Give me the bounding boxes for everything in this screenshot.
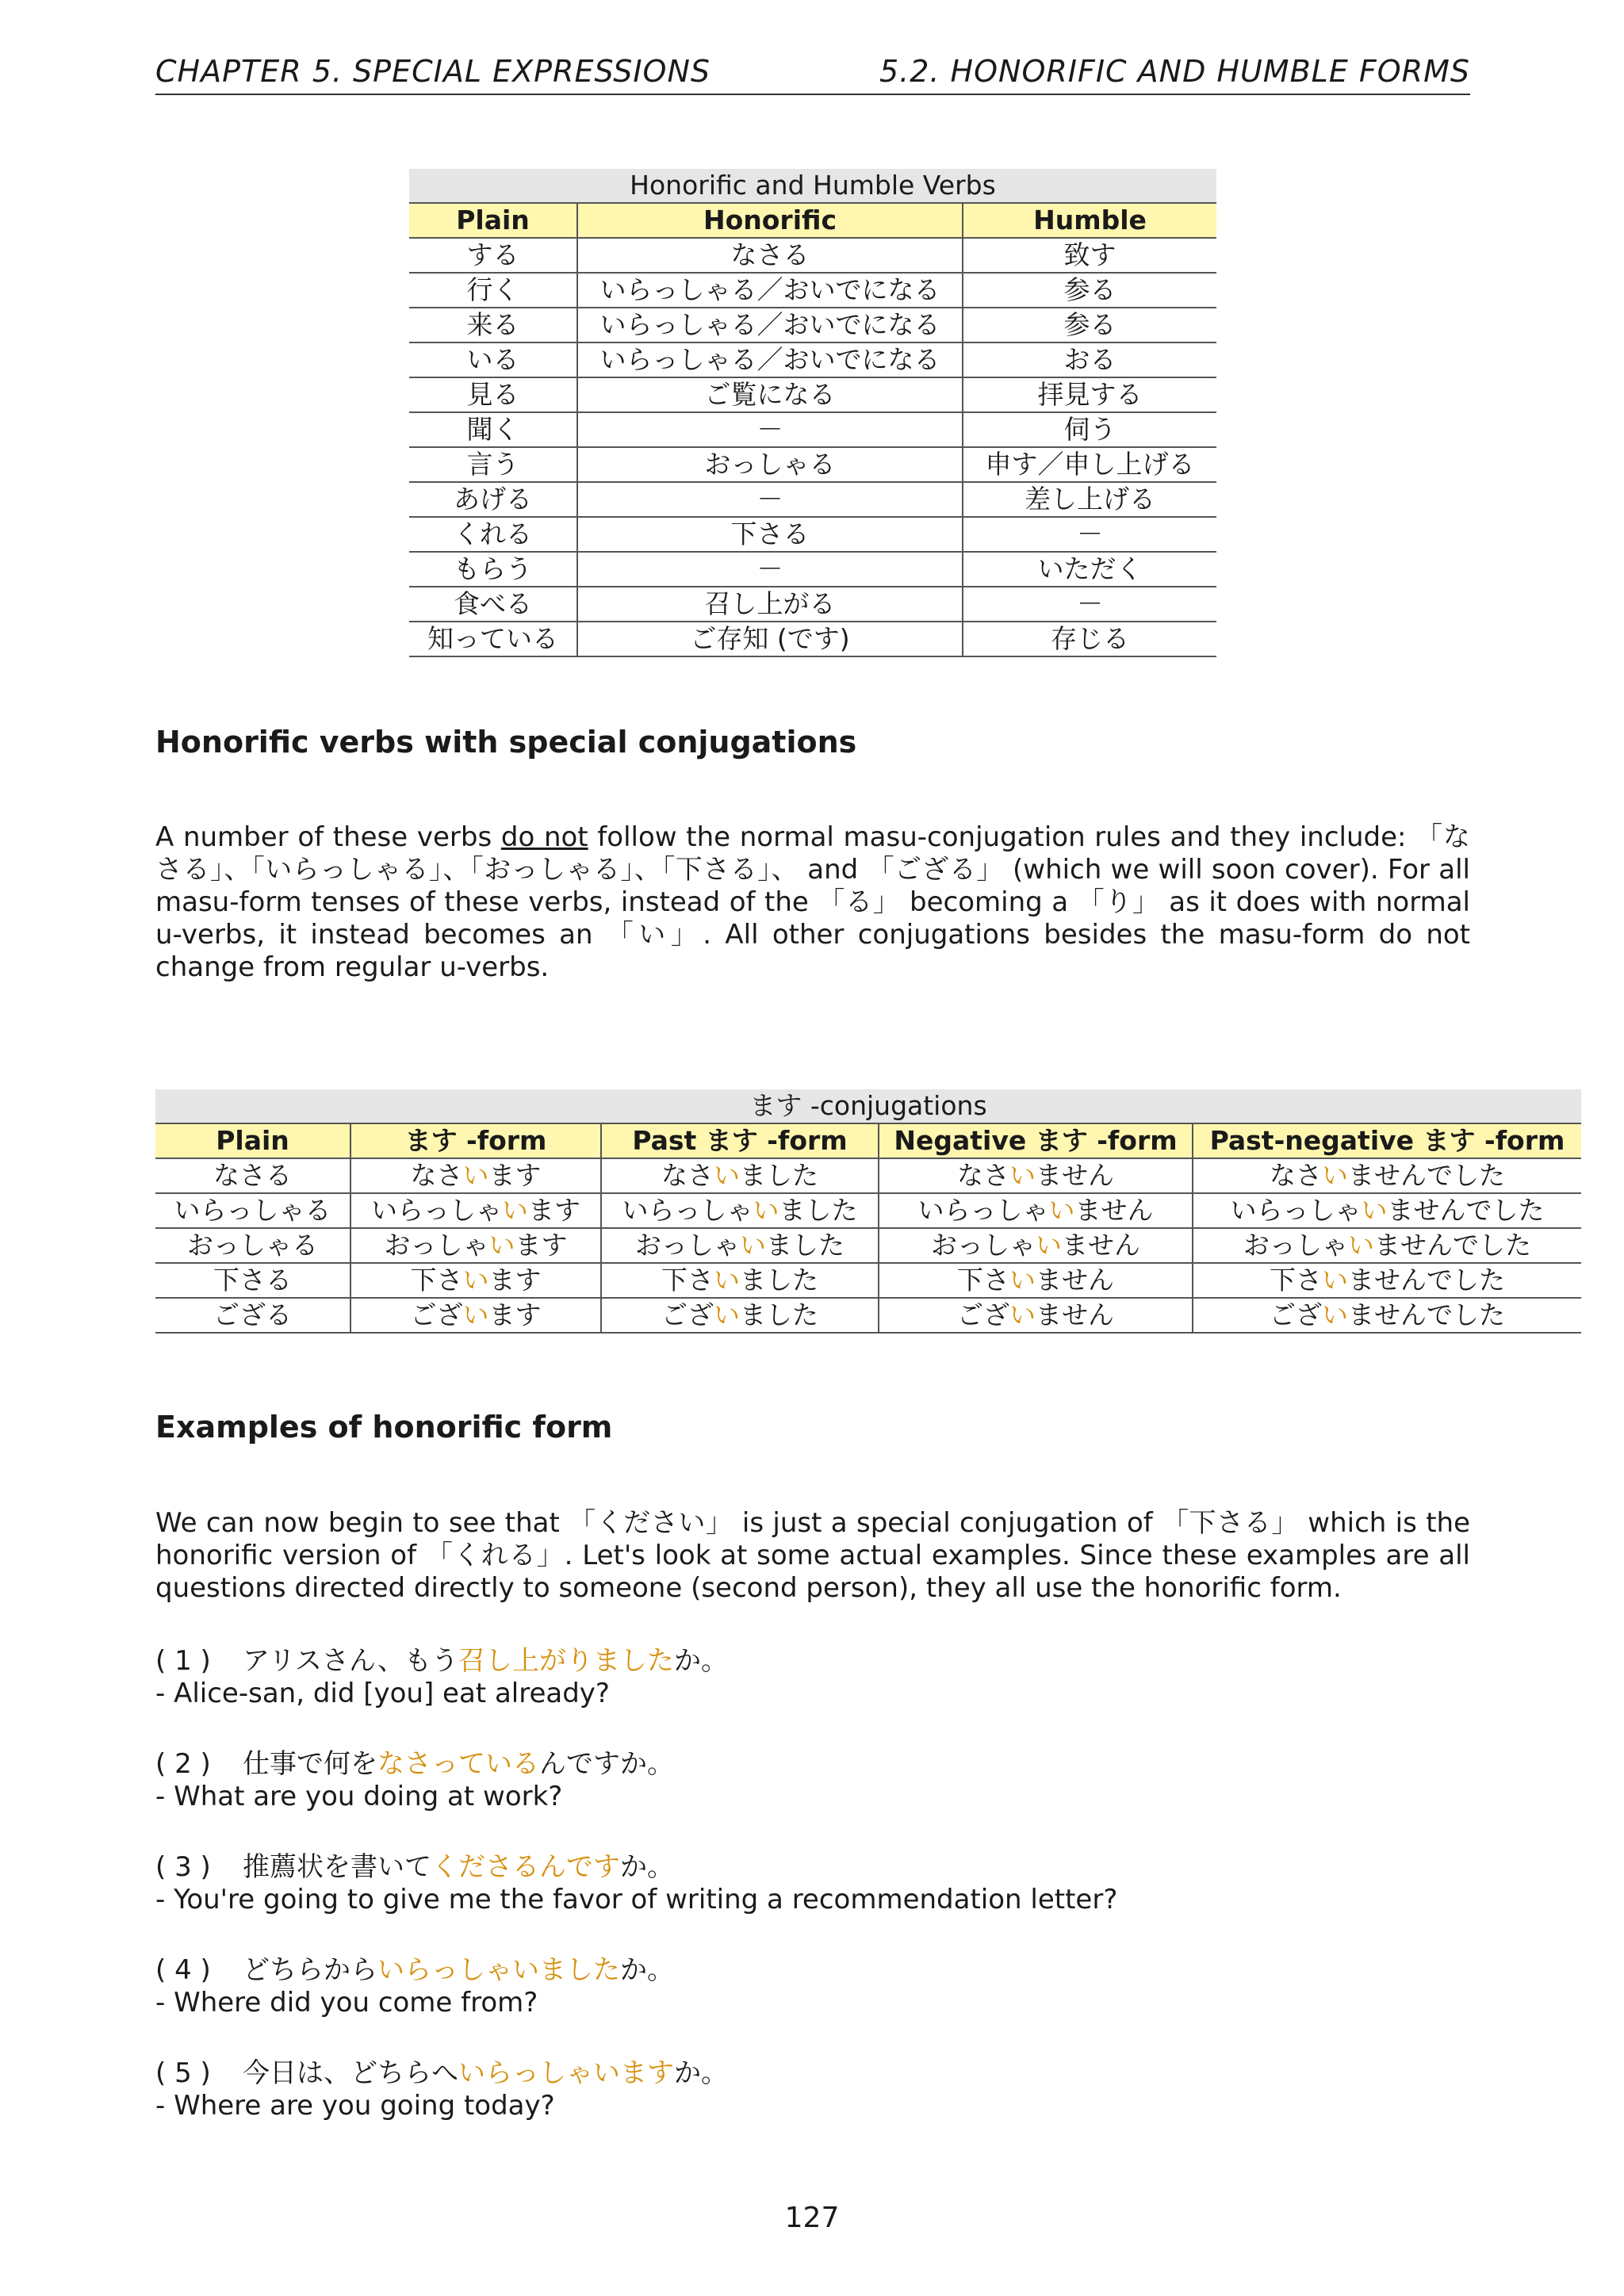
table-caption: Honorific and Humble Verbs (409, 169, 1216, 203)
example-translation: - Where did you come from? (155, 1987, 538, 2019)
cell-highlight: い (1036, 1230, 1062, 1261)
example-translation: - What are you doing at work? (155, 1781, 563, 1812)
table-caption-row (155, 1089, 1581, 1123)
example-number: ( 5 ) (155, 2057, 211, 2089)
heading-special-conjugations: Honorific verbs with special conjugations (155, 725, 857, 760)
cell-highlight: い (1322, 1160, 1348, 1191)
paragraph-special-conjugations (155, 821, 1470, 984)
cell-stem: おっしゃ (931, 1230, 1036, 1261)
example-jp-pre: アリスさん、もう (243, 1645, 458, 1677)
table-row (409, 587, 1216, 622)
cell-stem: なさる (213, 1160, 292, 1191)
table-header-row (409, 203, 1216, 238)
cell-stem: 下さ (661, 1265, 714, 1295)
table-cell (879, 1263, 1193, 1298)
cell-ending: ませんでした (1348, 1265, 1505, 1295)
table-cell: 拝見する (963, 377, 1216, 412)
cell-ending: ます (528, 1195, 580, 1226)
cell-ending: ます (488, 1265, 542, 1295)
column-header: Negative ます -form (879, 1123, 1193, 1158)
cell-stem: ござる (213, 1299, 292, 1330)
table-cell: ご存知 (です) (577, 622, 963, 656)
example-jp-pre: 推薦状を書いて (243, 1851, 431, 1883)
cell-stem: 下さ (1270, 1265, 1322, 1295)
cell-highlight: い (488, 1230, 515, 1261)
cell-highlight: い (1322, 1299, 1348, 1330)
cell-stem: おっしゃ (1243, 1230, 1348, 1261)
table-cell: － (577, 412, 963, 447)
table-row (155, 1193, 1581, 1228)
page-number: 127 (784, 2202, 840, 2234)
cell-highlight: い (1048, 1195, 1075, 1226)
example-jp-pre: 仕事で何を (243, 1748, 377, 1780)
cell-ending: ませんでした (1374, 1230, 1531, 1261)
table-cell: － (963, 587, 1216, 622)
header-chapter: CHAPTER 5. SPECIAL EXPRESSIONS (155, 54, 711, 89)
table-cell: 行く (409, 273, 577, 308)
table-row (409, 342, 1216, 377)
table-cell (155, 1263, 350, 1298)
table-row (409, 447, 1216, 482)
cell-highlight: い (740, 1230, 766, 1261)
table-row (155, 1158, 1581, 1193)
table-cell (601, 1228, 879, 1263)
table-cell: 来る (409, 308, 577, 342)
table-row (155, 1228, 1581, 1263)
cell-ending: ました (779, 1195, 858, 1226)
cell-stem: なさ (661, 1160, 714, 1191)
running-header (155, 52, 1470, 95)
cell-stem: 下さ (410, 1265, 463, 1295)
example-jp-post: んですか。 (539, 1748, 674, 1780)
table-row (409, 552, 1216, 587)
table-row (155, 1298, 1581, 1333)
table-cell (601, 1158, 879, 1193)
table-cell: いらっしゃる／おいでになる (577, 342, 963, 377)
cell-stem: なさ (410, 1160, 463, 1191)
column-header: Plain (409, 203, 577, 238)
table-cell: 致す (963, 238, 1216, 273)
cell-highlight: い (1361, 1195, 1388, 1226)
table-caption: ます -conjugations (155, 1089, 1581, 1123)
table-cell: もらう (409, 552, 577, 587)
table-cell: 参る (963, 308, 1216, 342)
table-cell: いる (409, 342, 577, 377)
table-cell: － (577, 482, 963, 517)
example-jp-highlight: なさっている (377, 1748, 539, 1780)
table-header-row (155, 1123, 1581, 1158)
example-item (155, 2057, 728, 2122)
table-row (409, 377, 1216, 412)
cell-stem: 下さる (213, 1265, 292, 1295)
table-cell: 知っている (409, 622, 577, 656)
table-cell: おる (963, 342, 1216, 377)
example-jp-highlight: いらっしゃいます (458, 2057, 674, 2089)
table-cell: くれる (409, 517, 577, 552)
column-header: Plain (155, 1123, 350, 1158)
table-cell: 伺う (963, 412, 1216, 447)
example-number: ( 3 ) (155, 1851, 211, 1883)
cell-highlight: い (714, 1265, 740, 1295)
cell-ending: ませんでした (1387, 1195, 1545, 1226)
table-cell: ご覧になる (577, 377, 963, 412)
column-header: Honorific (577, 203, 963, 238)
example-item (155, 1748, 674, 1813)
cell-highlight: い (462, 1160, 489, 1191)
table-cell (601, 1193, 879, 1228)
honorific-humble-table (409, 169, 1216, 657)
column-header: ます -form (350, 1123, 601, 1158)
table-caption-row (409, 169, 1216, 203)
cell-stem: いらっしゃ (622, 1195, 753, 1226)
table-cell (155, 1228, 350, 1263)
cell-stem: いらっしゃる (174, 1195, 331, 1226)
table-cell: 食べる (409, 587, 577, 622)
example-jp-post: か。 (620, 1954, 674, 1986)
table-cell (350, 1263, 601, 1298)
cell-ending: ました (740, 1299, 818, 1330)
table-cell: おっしゃる (577, 447, 963, 482)
table-cell: あげる (409, 482, 577, 517)
cell-stem: いらっしゃ (1230, 1195, 1362, 1226)
table-cell: いただく (963, 552, 1216, 587)
table-cell (879, 1158, 1193, 1193)
paragraph-part: follow the normal masu-conjugation rules and they include: 「なさる」、「いらっしゃる」、「おっしゃる」、「下さる」、 and 「ござる」 (which we will soon cover). For all masu-form tenses of these verbs, instead of the 「る」 becoming a 「り」 as it does with normal u-verbs, it instead becomes an 「い」. All other conjugations besides the masu-form do not change from regular u-verbs. (155, 821, 1471, 983)
table-cell: 差し上げる (963, 482, 1216, 517)
table-cell: 存じる (963, 622, 1216, 656)
example-number: ( 2 ) (155, 1748, 211, 1780)
heading-examples: Examples of honorific form (155, 1410, 613, 1445)
table-cell (350, 1298, 601, 1333)
example-item (155, 1645, 728, 1710)
cell-ending: ます (488, 1160, 542, 1191)
table-cell (601, 1298, 879, 1333)
example-translation: - You're going to give me the favor of writing a recommendation letter? (155, 1884, 1118, 1915)
table-cell: 聞く (409, 412, 577, 447)
header-section: 5.2. HONORIFIC AND HUMBLE FORMS (879, 54, 1470, 89)
table-row (409, 412, 1216, 447)
example-jp-highlight: くださるんです (431, 1851, 620, 1883)
cell-ending: ませんでした (1348, 1299, 1505, 1330)
cell-highlight: い (753, 1195, 779, 1226)
cell-highlight: い (462, 1265, 489, 1295)
table-row (409, 273, 1216, 308)
cell-highlight: い (1009, 1160, 1036, 1191)
table-cell: － (963, 517, 1216, 552)
table-cell (601, 1263, 879, 1298)
table-cell (879, 1228, 1193, 1263)
table-cell (350, 1228, 601, 1263)
table-cell (155, 1193, 350, 1228)
table-row (155, 1263, 1581, 1298)
example-japanese (155, 1851, 1117, 1884)
cell-stem: ござ (661, 1299, 714, 1330)
cell-ending: ません (1062, 1230, 1140, 1261)
cell-ending: ました (740, 1265, 818, 1295)
table-cell: 申す／申し上げる (963, 447, 1216, 482)
cell-stem: ござ (1270, 1299, 1322, 1330)
example-number: ( 1 ) (155, 1645, 211, 1677)
example-japanese (155, 1954, 674, 1987)
example-translation: - Where are you going today? (155, 2090, 555, 2122)
cell-stem: いらっしゃ (917, 1195, 1049, 1226)
table-cell (155, 1298, 350, 1333)
table-cell: する (409, 238, 577, 273)
cell-ending: ません (1036, 1160, 1114, 1191)
cell-stem: なさ (957, 1160, 1009, 1191)
cell-highlight: い (1322, 1265, 1348, 1295)
cell-stem: いらっしゃ (371, 1195, 502, 1226)
table-cell (879, 1193, 1193, 1228)
column-header: Past ます -form (601, 1123, 879, 1158)
column-header: Past-negative ます -form (1193, 1123, 1581, 1158)
table-cell (879, 1298, 1193, 1333)
cell-stem: ござ (410, 1299, 463, 1330)
cell-ending: ます (488, 1299, 542, 1330)
cell-ending: ません (1036, 1299, 1114, 1330)
cell-ending: ました (740, 1160, 818, 1191)
cell-stem: なさ (1270, 1160, 1322, 1191)
table-row (409, 622, 1216, 656)
table-cell: いらっしゃる／おいでになる (577, 308, 963, 342)
table-cell: 言う (409, 447, 577, 482)
cell-highlight: い (1009, 1299, 1036, 1330)
column-header: Humble (963, 203, 1216, 238)
table-cell: いらっしゃる／おいでになる (577, 273, 963, 308)
cell-ending: ません (1074, 1195, 1154, 1226)
cell-stem: おっしゃ (384, 1230, 489, 1261)
cell-ending: ませんでした (1348, 1160, 1505, 1191)
table-cell (1193, 1228, 1581, 1263)
example-jp-highlight: いらっしゃいました (377, 1954, 620, 1986)
table-cell (155, 1158, 350, 1193)
table-cell (1193, 1263, 1581, 1298)
table-row (409, 308, 1216, 342)
example-jp-post: か。 (674, 2057, 728, 2089)
example-jp-pre: 今日は、どちらへ (243, 2057, 458, 2089)
example-jp-post: か。 (674, 1645, 728, 1677)
example-japanese (155, 1748, 674, 1781)
cell-stem: ござ (957, 1299, 1009, 1330)
table-row (409, 482, 1216, 517)
example-jp-pre: どちらから (243, 1954, 377, 1986)
cell-highlight: い (502, 1195, 528, 1226)
table-cell: 召し上がる (577, 587, 963, 622)
cell-stem: おっしゃる (187, 1230, 318, 1261)
table-row (409, 517, 1216, 552)
cell-highlight: い (714, 1299, 740, 1330)
table-row (409, 238, 1216, 273)
table-cell (350, 1193, 601, 1228)
cell-ending: ません (1036, 1265, 1114, 1295)
example-japanese (155, 2057, 728, 2090)
example-japanese (155, 1645, 728, 1678)
cell-stem: 下さ (957, 1265, 1009, 1295)
table-cell (350, 1158, 601, 1193)
cell-highlight: い (714, 1160, 740, 1191)
example-number: ( 4 ) (155, 1954, 211, 1986)
table-cell: なさる (577, 238, 963, 273)
table-cell (1193, 1193, 1581, 1228)
table-cell: 見る (409, 377, 577, 412)
cell-highlight: い (1348, 1230, 1374, 1261)
table-cell: 下さる (577, 517, 963, 552)
underlined-text: do not (500, 821, 588, 853)
paragraph-examples: We can now begin to see that 「ください」 is just a special conjugation of 「下さる」 which is the honorific version of 「くれる」. Let's look at some actual examples. Since these examples are all questions directed directly to someone (second person), they all use the honorific form. (155, 1507, 1470, 1604)
example-item (155, 1954, 674, 2019)
cell-highlight: い (462, 1299, 489, 1330)
example-item (155, 1851, 1117, 1916)
example-translation: - Alice-san, did [you] eat already? (155, 1678, 610, 1709)
example-jp-post: か。 (620, 1851, 674, 1883)
cell-stem: おっしゃ (635, 1230, 740, 1261)
example-jp-highlight: 召し上がりました (458, 1645, 674, 1677)
table-cell (1193, 1298, 1581, 1333)
paragraph-part: A number of these verbs (155, 821, 501, 853)
cell-ending: ます (515, 1230, 568, 1261)
table-cell (1193, 1158, 1581, 1193)
cell-ending: ました (766, 1230, 845, 1261)
cell-highlight: い (1009, 1265, 1036, 1295)
table-cell: － (577, 552, 963, 587)
table-cell: 参る (963, 273, 1216, 308)
masu-conjugations-table (155, 1089, 1581, 1334)
